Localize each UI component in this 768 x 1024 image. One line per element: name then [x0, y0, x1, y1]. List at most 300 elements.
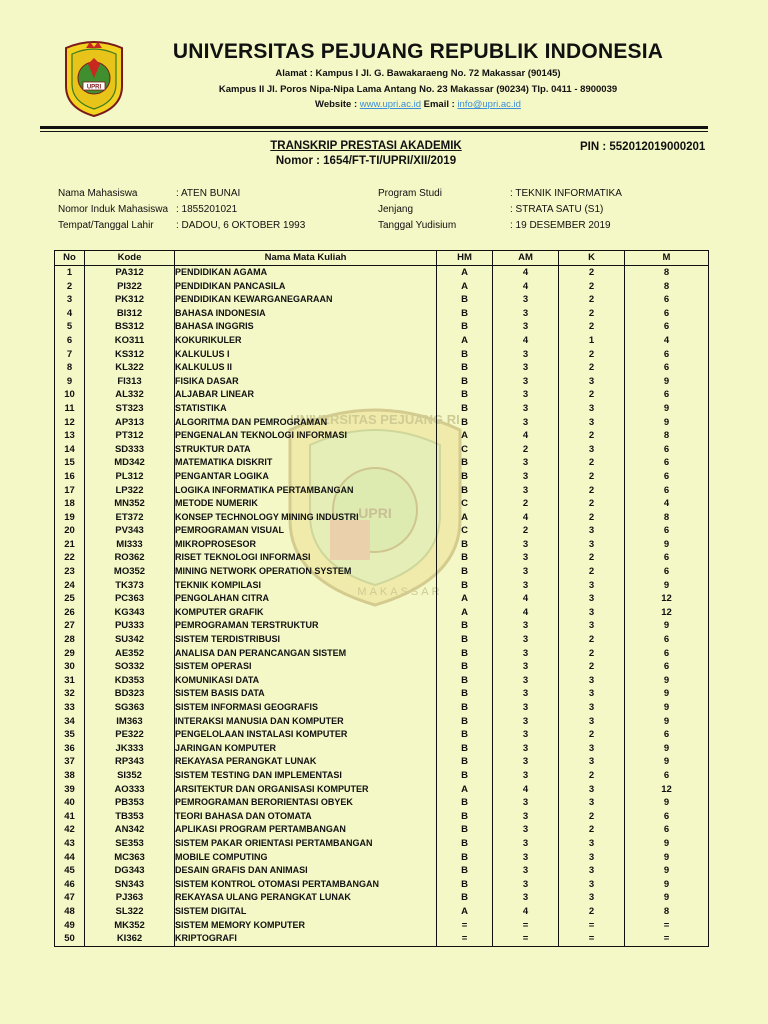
table-row: [55, 606, 709, 620]
cell-m: 6: [625, 348, 709, 362]
cell-nama: KOMUNIKASI DATA: [175, 674, 437, 688]
cell-m: 6: [625, 456, 709, 470]
pin-number: PIN : 552012019000201: [580, 141, 706, 153]
cell-k: 2: [559, 470, 625, 484]
cell-hm: B: [437, 837, 493, 851]
cell-m: =: [625, 919, 709, 933]
cell-m: 9: [625, 878, 709, 892]
cell-k: 2: [559, 647, 625, 661]
cell-k: 2: [559, 456, 625, 470]
header-rule-thin: [40, 131, 708, 132]
cell-no: 21: [55, 538, 85, 552]
cell-hm: A: [437, 592, 493, 606]
cell-hm: B: [437, 361, 493, 375]
table-row: [55, 511, 709, 525]
cell-nama: TEKNIK KOMPILASI: [175, 579, 437, 593]
cell-kode: MN352: [85, 497, 175, 511]
cell-am: 3: [493, 375, 559, 389]
cell-hm: B: [437, 674, 493, 688]
cell-k: 2: [559, 565, 625, 579]
cell-am: 3: [493, 470, 559, 484]
cell-no: 38: [55, 769, 85, 783]
cell-no: 7: [55, 348, 85, 362]
cell-no: 15: [55, 456, 85, 470]
cell-am: 3: [493, 484, 559, 498]
cell-k: 3: [559, 783, 625, 797]
cell-kode: DG343: [85, 864, 175, 878]
cell-hm: B: [437, 402, 493, 416]
cell-no: 41: [55, 810, 85, 824]
cell-k: 3: [559, 524, 625, 538]
cell-hm: =: [437, 932, 493, 946]
cell-nama: SISTEM MEMORY KOMPUTER: [175, 919, 437, 933]
cell-kode: PL312: [85, 470, 175, 484]
cell-kode: RP343: [85, 755, 175, 769]
table-header-row: [55, 251, 709, 266]
student-birth-label: Tempat/Tanggal Lahir: [58, 220, 154, 231]
cell-hm: C: [437, 524, 493, 538]
cell-m: 4: [625, 334, 709, 348]
cell-hm: A: [437, 511, 493, 525]
table-row: [55, 769, 709, 783]
cell-no: 31: [55, 674, 85, 688]
cell-k: 1: [559, 334, 625, 348]
cell-am: 3: [493, 633, 559, 647]
table-row: [55, 266, 709, 280]
table-row: [55, 307, 709, 321]
cell-m: 9: [625, 742, 709, 756]
cell-k: 2: [559, 307, 625, 321]
table-row: [55, 388, 709, 402]
cell-hm: B: [437, 742, 493, 756]
cell-m: 8: [625, 280, 709, 294]
cell-m: 9: [625, 755, 709, 769]
cell-kode: FI313: [85, 375, 175, 389]
cell-m: 6: [625, 443, 709, 457]
cell-nama: TEORI BAHASA DAN OTOMATA: [175, 810, 437, 824]
cell-k: 3: [559, 375, 625, 389]
cell-am: 3: [493, 538, 559, 552]
cell-kode: KG343: [85, 606, 175, 620]
cell-m: 9: [625, 715, 709, 729]
table-row: [55, 497, 709, 511]
table-row: [55, 348, 709, 362]
cell-hm: B: [437, 715, 493, 729]
cell-am: =: [493, 932, 559, 946]
cell-k: 2: [559, 660, 625, 674]
table-row: [55, 470, 709, 484]
cell-kode: SO332: [85, 660, 175, 674]
cell-kode: SD333: [85, 443, 175, 457]
cell-m: =: [625, 932, 709, 946]
cell-no: 29: [55, 647, 85, 661]
cell-no: 37: [55, 755, 85, 769]
program-value: : TEKNIK INFORMATIKA: [510, 188, 622, 199]
cell-nama: SISTEM OPERASI: [175, 660, 437, 674]
cell-k: 2: [559, 633, 625, 647]
cell-hm: =: [437, 919, 493, 933]
cell-no: 2: [55, 280, 85, 294]
cell-no: 22: [55, 551, 85, 565]
cell-kode: AE352: [85, 647, 175, 661]
cell-k: 2: [559, 497, 625, 511]
cell-no: 12: [55, 416, 85, 430]
table-row: [55, 375, 709, 389]
cell-am: 3: [493, 715, 559, 729]
cell-hm: B: [437, 470, 493, 484]
svg-text:UPRI: UPRI: [86, 84, 102, 91]
cell-nama: PENGENALAN TEKNOLOGI INFORMASI: [175, 429, 437, 443]
cell-m: 9: [625, 687, 709, 701]
cell-am: =: [493, 919, 559, 933]
table-row: [55, 524, 709, 538]
table-row: [55, 864, 709, 878]
cell-m: 6: [625, 565, 709, 579]
program-label: Program Studi: [378, 188, 442, 199]
cell-am: 3: [493, 551, 559, 565]
cell-am: 3: [493, 742, 559, 756]
cell-hm: B: [437, 728, 493, 742]
level-value: : STRATA SATU (S1): [510, 204, 604, 215]
cell-kode: SL322: [85, 905, 175, 919]
cell-kode: SG363: [85, 701, 175, 715]
cell-m: 9: [625, 402, 709, 416]
graduation-label: Tanggal Yudisium: [378, 220, 457, 231]
cell-kode: KD353: [85, 674, 175, 688]
cell-m: 4: [625, 497, 709, 511]
cell-hm: A: [437, 429, 493, 443]
cell-no: 8: [55, 361, 85, 375]
cell-no: 33: [55, 701, 85, 715]
cell-k: 3: [559, 402, 625, 416]
cell-nama: PENDIDIKAN KEWARGANEGARAAN: [175, 293, 437, 307]
cell-am: 3: [493, 456, 559, 470]
cell-nama: KONSEP TECHNOLOGY MINING INDUSTRI: [175, 511, 437, 525]
cell-m: 6: [625, 551, 709, 565]
cell-nama: SISTEM BASIS DATA: [175, 687, 437, 701]
cell-hm: B: [437, 755, 493, 769]
cell-no: 49: [55, 919, 85, 933]
table-row: [55, 456, 709, 470]
table-row: [55, 320, 709, 334]
cell-m: 6: [625, 361, 709, 375]
cell-k: 2: [559, 361, 625, 375]
table-row: [55, 823, 709, 837]
cell-am: 3: [493, 755, 559, 769]
cell-m: 12: [625, 783, 709, 797]
table-row: [55, 851, 709, 865]
cell-no: 5: [55, 320, 85, 334]
cell-k: 3: [559, 579, 625, 593]
cell-am: 3: [493, 891, 559, 905]
cell-am: 3: [493, 416, 559, 430]
cell-no: 43: [55, 837, 85, 851]
cell-am: 3: [493, 878, 559, 892]
cell-kode: LP322: [85, 484, 175, 498]
cell-kode: AL332: [85, 388, 175, 402]
table-row: [55, 796, 709, 810]
cell-kode: BD323: [85, 687, 175, 701]
level-label: Jenjang: [378, 204, 414, 215]
cell-am: 3: [493, 619, 559, 633]
cell-k: 2: [559, 388, 625, 402]
cell-k: 2: [559, 728, 625, 742]
cell-am: 3: [493, 823, 559, 837]
cell-hm: A: [437, 266, 493, 280]
cell-am: 3: [493, 361, 559, 375]
cell-nama: ANALISA DAN PERANCANGAN SISTEM: [175, 647, 437, 661]
cell-am: 2: [493, 524, 559, 538]
table-row: [55, 361, 709, 375]
cell-m: 6: [625, 633, 709, 647]
cell-m: 9: [625, 579, 709, 593]
cell-m: 6: [625, 647, 709, 661]
university-name: UNIVERSITAS PEJUANG REPUBLIK INDONESIA: [172, 40, 664, 63]
cell-am: 3: [493, 796, 559, 810]
header-m: M: [625, 251, 709, 266]
cell-nama: KALKULUS II: [175, 361, 437, 375]
cell-nama: KOMPUTER GRAFIK: [175, 606, 437, 620]
table-row: [55, 715, 709, 729]
cell-am: 3: [493, 402, 559, 416]
cell-k: 3: [559, 715, 625, 729]
cell-hm: B: [437, 538, 493, 552]
cell-k: 2: [559, 320, 625, 334]
cell-nama: PENDIDIKAN AGAMA: [175, 266, 437, 280]
cell-k: 3: [559, 878, 625, 892]
table-row: [55, 551, 709, 565]
cell-nama: SISTEM TERDISTRIBUSI: [175, 633, 437, 647]
student-name-label: Nama Mahasiswa: [58, 188, 138, 199]
cell-k: 3: [559, 416, 625, 430]
cell-k: 3: [559, 674, 625, 688]
table-row: [55, 592, 709, 606]
cell-am: 3: [493, 307, 559, 321]
website-label: Website :: [315, 99, 360, 110]
cell-kode: TB353: [85, 810, 175, 824]
cell-k: 3: [559, 592, 625, 606]
cell-hm: B: [437, 320, 493, 334]
cell-nama: MATEMATIKA DISKRIT: [175, 456, 437, 470]
cell-hm: A: [437, 280, 493, 294]
cell-am: 4: [493, 511, 559, 525]
table-row: [55, 538, 709, 552]
cell-k: 2: [559, 551, 625, 565]
grades-table: [54, 250, 709, 947]
cell-nama: ALGORITMA DAN PEMROGRAMAN: [175, 416, 437, 430]
table-row: [55, 565, 709, 579]
cell-no: 25: [55, 592, 85, 606]
cell-no: 9: [55, 375, 85, 389]
cell-nama: BAHASA INDONESIA: [175, 307, 437, 321]
cell-hm: B: [437, 810, 493, 824]
student-name-value: : ATEN BUNAI: [176, 188, 241, 199]
cell-hm: B: [437, 484, 493, 498]
svg-text:UPRI: UPRI: [358, 505, 392, 521]
cell-kode: PE322: [85, 728, 175, 742]
cell-kode: SI352: [85, 769, 175, 783]
cell-am: 3: [493, 851, 559, 865]
cell-no: 27: [55, 619, 85, 633]
cell-nama: DESAIN GRAFIS DAN ANIMASI: [175, 864, 437, 878]
cell-am: 3: [493, 769, 559, 783]
cell-m: 6: [625, 810, 709, 824]
cell-no: 35: [55, 728, 85, 742]
cell-m: 9: [625, 796, 709, 810]
cell-m: 6: [625, 307, 709, 321]
cell-hm: B: [437, 823, 493, 837]
cell-am: 3: [493, 701, 559, 715]
table-row: [55, 932, 709, 946]
cell-m: 9: [625, 864, 709, 878]
cell-kode: MC363: [85, 851, 175, 865]
email-link[interactable]: info@upri.ac.id: [457, 99, 521, 110]
cell-hm: B: [437, 565, 493, 579]
cell-hm: B: [437, 878, 493, 892]
cell-hm: B: [437, 864, 493, 878]
cell-k: 2: [559, 266, 625, 280]
cell-hm: B: [437, 348, 493, 362]
cell-hm: B: [437, 647, 493, 661]
cell-kode: PT312: [85, 429, 175, 443]
cell-k: 2: [559, 293, 625, 307]
cell-no: 16: [55, 470, 85, 484]
cell-am: 3: [493, 660, 559, 674]
cell-m: 8: [625, 905, 709, 919]
address-line-2: Kampus II Jl. Poros Nipa-Nipa Lama Antang No. 23 Makassar (90234) Tlp. 0411 - 8900039: [218, 84, 618, 95]
cell-no: 40: [55, 796, 85, 810]
cell-nama: SISTEM TESTING DAN IMPLEMENTASI: [175, 769, 437, 783]
cell-nama: METODE NUMERIK: [175, 497, 437, 511]
cell-kode: MD342: [85, 456, 175, 470]
cell-m: 8: [625, 429, 709, 443]
cell-no: 18: [55, 497, 85, 511]
cell-am: 4: [493, 783, 559, 797]
table-row: [55, 579, 709, 593]
cell-m: 6: [625, 470, 709, 484]
cell-hm: C: [437, 497, 493, 511]
cell-k: 3: [559, 619, 625, 633]
cell-k: 3: [559, 796, 625, 810]
cell-no: 36: [55, 742, 85, 756]
cell-am: 3: [493, 579, 559, 593]
cell-no: 19: [55, 511, 85, 525]
cell-nama: MINING NETWORK OPERATION SYSTEM: [175, 565, 437, 579]
cell-am: 3: [493, 647, 559, 661]
cell-am: 2: [493, 443, 559, 457]
table-row: [55, 837, 709, 851]
cell-nama: SISTEM INFORMASI GEOGRAFIS: [175, 701, 437, 715]
cell-k: =: [559, 919, 625, 933]
cell-nama: ALJABAR LINEAR: [175, 388, 437, 402]
cell-nama: INTERAKSI MANUSIA DAN KOMPUTER: [175, 715, 437, 729]
cell-nama: REKAYASA PERANGKAT LUNAK: [175, 755, 437, 769]
cell-k: 2: [559, 429, 625, 443]
document-title: TRANSKRIP PRESTASI AKADEMIK: [270, 140, 462, 152]
cell-kode: RO362: [85, 551, 175, 565]
student-birth-value: : DADOU, 6 OKTOBER 1993: [176, 220, 306, 231]
cell-nama: PENGELOLAAN INSTALASI KOMPUTER: [175, 728, 437, 742]
cell-am: 3: [493, 293, 559, 307]
cell-no: 3: [55, 293, 85, 307]
cell-nama: FISIKA DASAR: [175, 375, 437, 389]
cell-m: 9: [625, 375, 709, 389]
cell-hm: B: [437, 769, 493, 783]
table-row: [55, 416, 709, 430]
cell-hm: B: [437, 891, 493, 905]
cell-hm: A: [437, 905, 493, 919]
cell-kode: TK373: [85, 579, 175, 593]
cell-am: 3: [493, 320, 559, 334]
website-link[interactable]: www.upri.ac.id: [359, 99, 421, 110]
cell-kode: PU333: [85, 619, 175, 633]
cell-m: 12: [625, 606, 709, 620]
cell-kode: IM363: [85, 715, 175, 729]
cell-hm: C: [437, 443, 493, 457]
cell-kode: PK312: [85, 293, 175, 307]
cell-m: 6: [625, 660, 709, 674]
cell-m: 9: [625, 416, 709, 430]
email-label: Email :: [421, 99, 458, 110]
cell-m: 9: [625, 851, 709, 865]
cell-nama: LOGIKA INFORMATIKA PERTAMBANGAN: [175, 484, 437, 498]
cell-am: 3: [493, 728, 559, 742]
table-row: [55, 919, 709, 933]
cell-m: 9: [625, 538, 709, 552]
cell-k: 2: [559, 769, 625, 783]
cell-kode: PI322: [85, 280, 175, 294]
header-no: No: [55, 251, 85, 266]
cell-kode: AN342: [85, 823, 175, 837]
cell-k: 3: [559, 606, 625, 620]
cell-am: 3: [493, 348, 559, 362]
cell-m: 6: [625, 388, 709, 402]
header-am: AM: [493, 251, 559, 266]
cell-k: 2: [559, 484, 625, 498]
cell-nama: MOBILE COMPUTING: [175, 851, 437, 865]
cell-k: 3: [559, 701, 625, 715]
cell-hm: B: [437, 633, 493, 647]
cell-am: 4: [493, 429, 559, 443]
cell-hm: B: [437, 701, 493, 715]
cell-nama: PENGANTAR LOGIKA: [175, 470, 437, 484]
cell-m: 6: [625, 484, 709, 498]
table-row: [55, 660, 709, 674]
cell-no: 30: [55, 660, 85, 674]
cell-m: 6: [625, 769, 709, 783]
cell-nama: PEMROGRAMAN TERSTRUKTUR: [175, 619, 437, 633]
cell-nama: KRIPTOGRAFI: [175, 932, 437, 946]
cell-hm: B: [437, 796, 493, 810]
cell-am: 4: [493, 905, 559, 919]
cell-kode: PJ363: [85, 891, 175, 905]
cell-k: 3: [559, 742, 625, 756]
cell-am: 3: [493, 674, 559, 688]
document-number: Nomor : 1654/FT-TI/UPRI/XII/2019: [275, 155, 457, 167]
cell-no: 45: [55, 864, 85, 878]
cell-am: 3: [493, 388, 559, 402]
cell-nama: JARINGAN KOMPUTER: [175, 742, 437, 756]
cell-nama: SISTEM PAKAR ORIENTASI PERTAMBANGAN: [175, 837, 437, 851]
table-row: [55, 429, 709, 443]
cell-m: 6: [625, 524, 709, 538]
cell-k: 3: [559, 755, 625, 769]
table-row: [55, 742, 709, 756]
header-rule-thick: [40, 126, 708, 129]
cell-m: 9: [625, 837, 709, 851]
cell-kode: AO333: [85, 783, 175, 797]
cell-hm: B: [437, 687, 493, 701]
